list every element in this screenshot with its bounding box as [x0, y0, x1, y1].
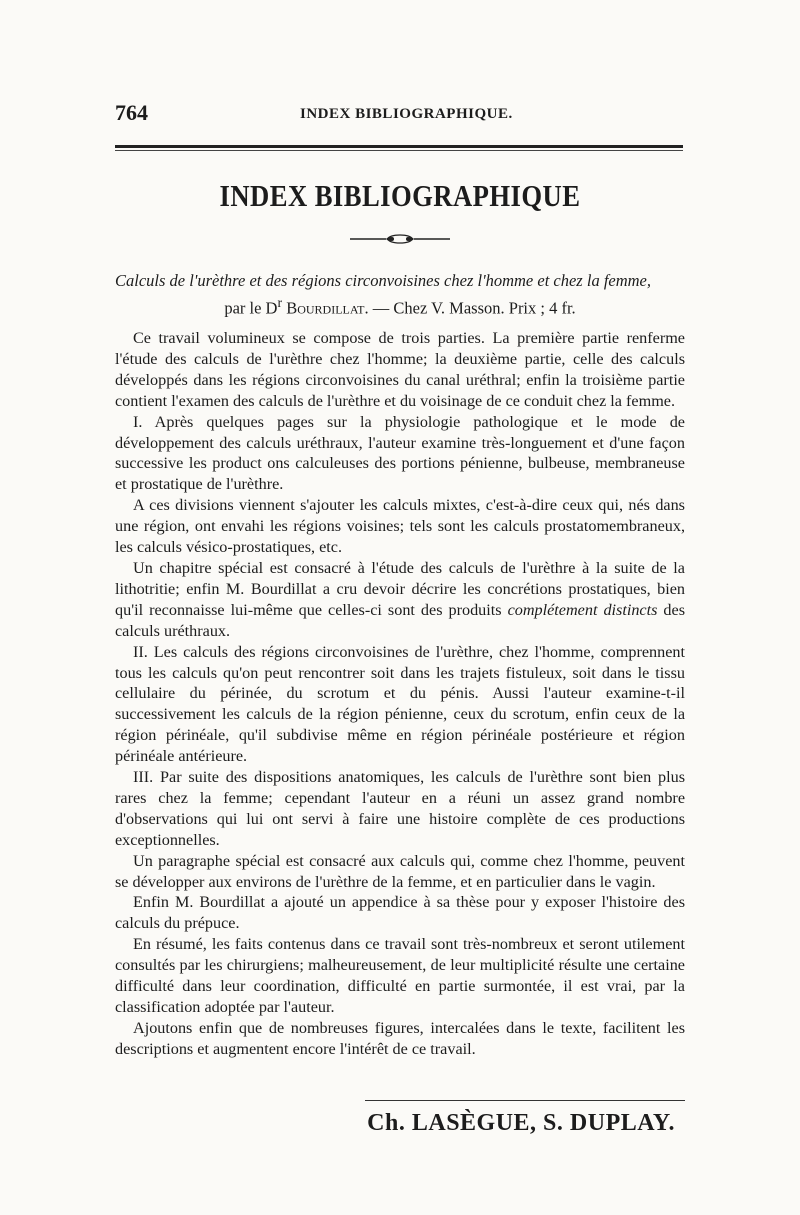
emphasis-text: complétement distincts — [507, 600, 658, 619]
page-number: 764 — [115, 100, 148, 125]
book-citation — [115, 270, 685, 320]
paragraph: Ajoutons enfin que de nombreuses figures, intercalées dans le texte, facilitent les descriptions et augmentent encore l'intérêt de ce travail. — [115, 1018, 685, 1058]
paragraph: Ce travail volumineux se compose de trois parties. La première partie renferme l'étude des calculs de l'urèthre chez l'homme; la deuxième partie, celle des calculs développés dans les régions circonvoisines du canal uréthral; enfin la troisième partie contient l'examen des calculs de l'urèthre et du voisinage de ce conduit chez la femme. — [115, 329, 685, 410]
citation-author: Bourdillat. — [286, 298, 369, 318]
paragraph: III. Par suite des dispositions anatomiques, les calculs de l'urèthre sont bien plus rares chez la femme; cependant l'auteur en a réuni un assez grand nombre d'observations qui lui ont servi à faire une histoire complète de ces productions exceptionnelles. — [115, 768, 685, 849]
paragraph-text: des calculs uréthraux. — [115, 600, 685, 640]
citation-publisher: — Chez V. Masson. Prix ; 4 fr. — [368, 298, 576, 318]
author-signature: Ch. LASÈGUE, S. DUPLAY. — [367, 1110, 675, 1136]
paragraph: II. Les calculs des régions circonvoisines de l'urèthre, chez l'homme, comprennent tous les calculs qu'on peut rencontrer soit dans les trajets fistuleux, soit dans le tissu cellulaire du périnée, du scrotum et du pénis. Aussi l'auteur examine-t-il successivement les calculs de la région pénienne, ceux du scrotum, enfin ceux de la région périnéale, qu'il subdivise même en région périnéale postérieure et région périnéale antérieure. — [115, 642, 685, 766]
paragraph-chapitre — [115, 558, 685, 642]
citation-author-line — [115, 292, 685, 320]
header-rule-thin — [115, 150, 683, 151]
signature-rule — [365, 1100, 685, 1101]
paragraph-text: Un chapitre spécial est consacré à l'étude des calculs de l'urèthre à la suite de la lithotritie; enfin M. Bourdillat a cru devoir décrire les concrétions prostatiques, bien qu'il reconnaisse lui-même que celles-ci sont des produits — [115, 558, 685, 619]
section-title: INDEX BIBLIOGRAPHIQUE — [219, 178, 581, 213]
review-body — [115, 328, 685, 1060]
citation-title: Calculs de l'urèthre et des régions circonvoisines chez l'homme et chez la femme, — [115, 271, 652, 290]
citation-author-sup: r — [277, 295, 283, 310]
citation-author-prefix: par le D — [224, 298, 278, 318]
paragraph: Enfin M. Bourdillat a ajouté un appendice à sa thèse pour y exposer l'histoire des calculs du prépuce. — [115, 893, 685, 933]
paragraph: Un paragraphe spécial est consacré aux calculs qui, comme chez l'homme, peuvent se développer aux environs de l'urèthre de la femme, et en particulier dans le vagin. — [115, 851, 685, 891]
ornament-divider-icon — [350, 232, 450, 246]
header-rule-thick — [115, 145, 683, 148]
page-header — [115, 100, 685, 130]
paragraph: En résumé, les faits contenus dans ce travail sont très-nombreux et seront utilement consultés par les chirurgiens; malheureusement, de leur multiplicité résulte une certaine difficulté dans leur coordination, difficulté en partie surmontée, il est vrai, par la classification adoptée par l'auteur. — [115, 935, 685, 1016]
paragraph: A ces divisions viennent s'ajouter les calculs mixtes, c'est-à-dire ceux qui, nés dans une région, ont envahi les régions voisines; tels sont les calculs prostatomembraneux, les calculs vésico-prostatiques, etc. — [115, 496, 685, 557]
paragraph: I. Après quelques pages sur la physiologie pathologique et le mode de développement des calculs uréthraux, l'auteur examine très-longuement et d'une façon successive les product ons calculeuses des portions pénienne, bulbeuse, membraneuse et prostatique de l'urèthre. — [115, 412, 685, 494]
running-head: INDEX BIBLIOGRAPHIQUE. — [300, 106, 513, 122]
